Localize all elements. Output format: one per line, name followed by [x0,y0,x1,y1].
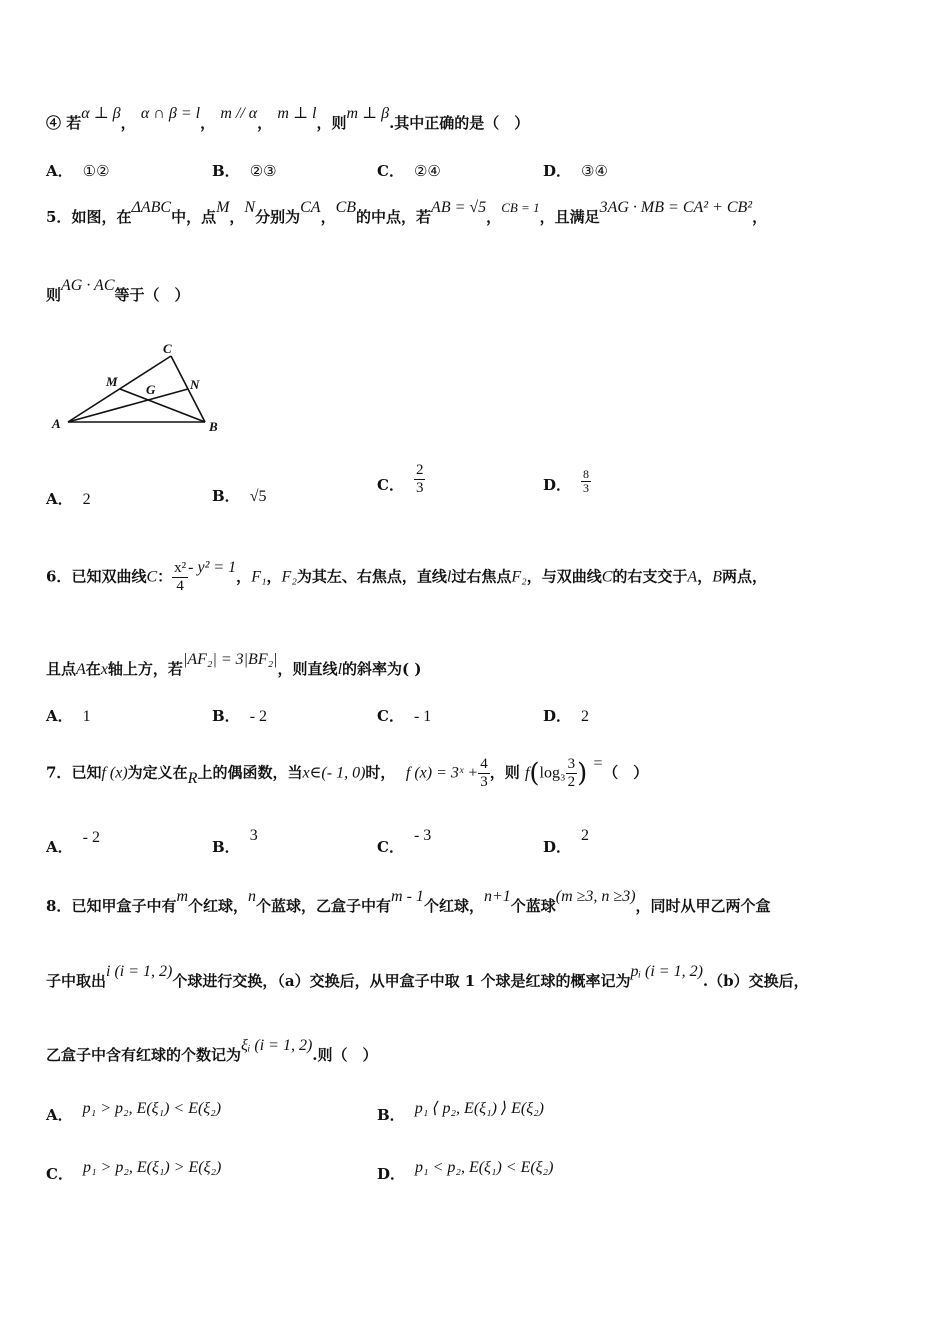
q6-stem-line2: 且点A在x轴上方，若|AF₂| = 3|BF₂|，则直线l的斜率为( ) [46,651,422,678]
q7-option-c[interactable]: C．- 3 [377,827,432,856]
q8-stem-line2: 子中取出i (i = 1, 2)个球进行交换，（a）交换后，从甲盒子中取 1 个球是红球的概率记为pᵢ (i = 1, 2).（b）交换后， [46,963,809,990]
fraction-8-3: $\frac{8}{3}$ [583,467,590,495]
q8-option-b[interactable]: B． p₁ ⟨ p₂, E(ξ₁) ⟩ E(ξ₂) [377,1100,544,1124]
q7-option-b[interactable]: B．3 [212,827,258,856]
q5-option-d[interactable]: D． $\frac{8}{3}$ [543,467,590,495]
q5-option-a[interactable]: A． 2 [46,490,91,508]
label-c: C [163,341,172,356]
q5-option-c[interactable]: C． $\frac{2}{3}$ [377,462,424,496]
label-a: A [52,416,61,431]
label-b: B [209,419,218,434]
q5-stem-line2: 则AG · AC等于（ ） [46,277,190,304]
q4-statement-4: ④ 若α ⊥ β， α ∩ β = l， m // α， m ⊥ l，则m ⊥ β.其中正确的是（ ） [46,105,530,132]
q8-option-c[interactable]: C． p₁ > p₂, E(ξ₁) > E(ξ₂) [46,1159,222,1183]
median-bm [120,389,205,422]
q6-stem-line1: 6．已知双曲线C： $\frac{\text{x²}}{4}$ - y² = 1，F₁，F₂为其左、右焦点，直线l过右焦点F₂，与双曲线C的右支交于A，B两点， [46,558,768,594]
q5-stem-line1: 5．如图，在ΔABC中，点M，N分别为CA，CB的中点，若AB = √5，CB = 1，且满足3AG · MB = CA² + CB²， [46,199,768,226]
label-m: M [106,374,118,389]
label-n: N [190,377,200,392]
q7-stem: 7．已知f (x)为定义在R上的偶函数，当x∈(- 1, 0)时， f (x) = 3ˣ + $\frac{4}{3}$ ，则 f(log₃ $\frac{3}{2}$ ) =（ ） [46,754,649,790]
q6-option-d[interactable]: D． 2 [543,707,590,725]
side-ac [68,356,171,422]
q4-option-a[interactable]: A． ①② [46,162,110,180]
q8-option-a[interactable]: A． p₁ > p₂, E(ξ₁) < E(ξ₂) [46,1100,222,1124]
q6-option-b[interactable]: B． - 2 [212,707,268,725]
fraction-4-3: $\frac{4}{3}$ [480,756,488,790]
q7-option-d[interactable]: D．2 [543,827,590,856]
q4-option-b[interactable]: B． ②③ [212,162,277,180]
fraction-3-2: $\frac{3}{2}$ [567,756,576,790]
triangle-figure [48,340,233,440]
q8-stem-line3: 乙盒子中含有红球的个数记为ξᵢ (i = 1, 2).则（ ） [46,1037,378,1064]
q5-option-b[interactable]: B． √5 [212,487,267,505]
fraction-x2-4: $\frac{\text{x²}}{4}$ [174,560,187,594]
q6-option-a[interactable]: A． 1 [46,707,91,725]
fraction-2-3: $\frac{2}{3}$ [415,462,424,496]
q4-option-d[interactable]: D． ③④ [543,162,608,180]
label-g: G [146,382,156,397]
q6-option-c[interactable]: C． - 1 [377,707,432,725]
q8-option-d[interactable]: D． p₁ < p₂, E(ξ₁) < E(ξ₂) [377,1159,554,1183]
q8-stem-line1: 8．已知甲盒子中有m个红球，n个蓝球，乙盒子中有m - 1个红球，n+1个蓝球(m ≥3, n ≥3)，同时从甲乙两个盒 [46,888,771,915]
q4-option-c[interactable]: C． ②④ [377,162,441,180]
q7-option-a[interactable]: A．- 2 [46,829,100,856]
median-an [68,389,188,422]
